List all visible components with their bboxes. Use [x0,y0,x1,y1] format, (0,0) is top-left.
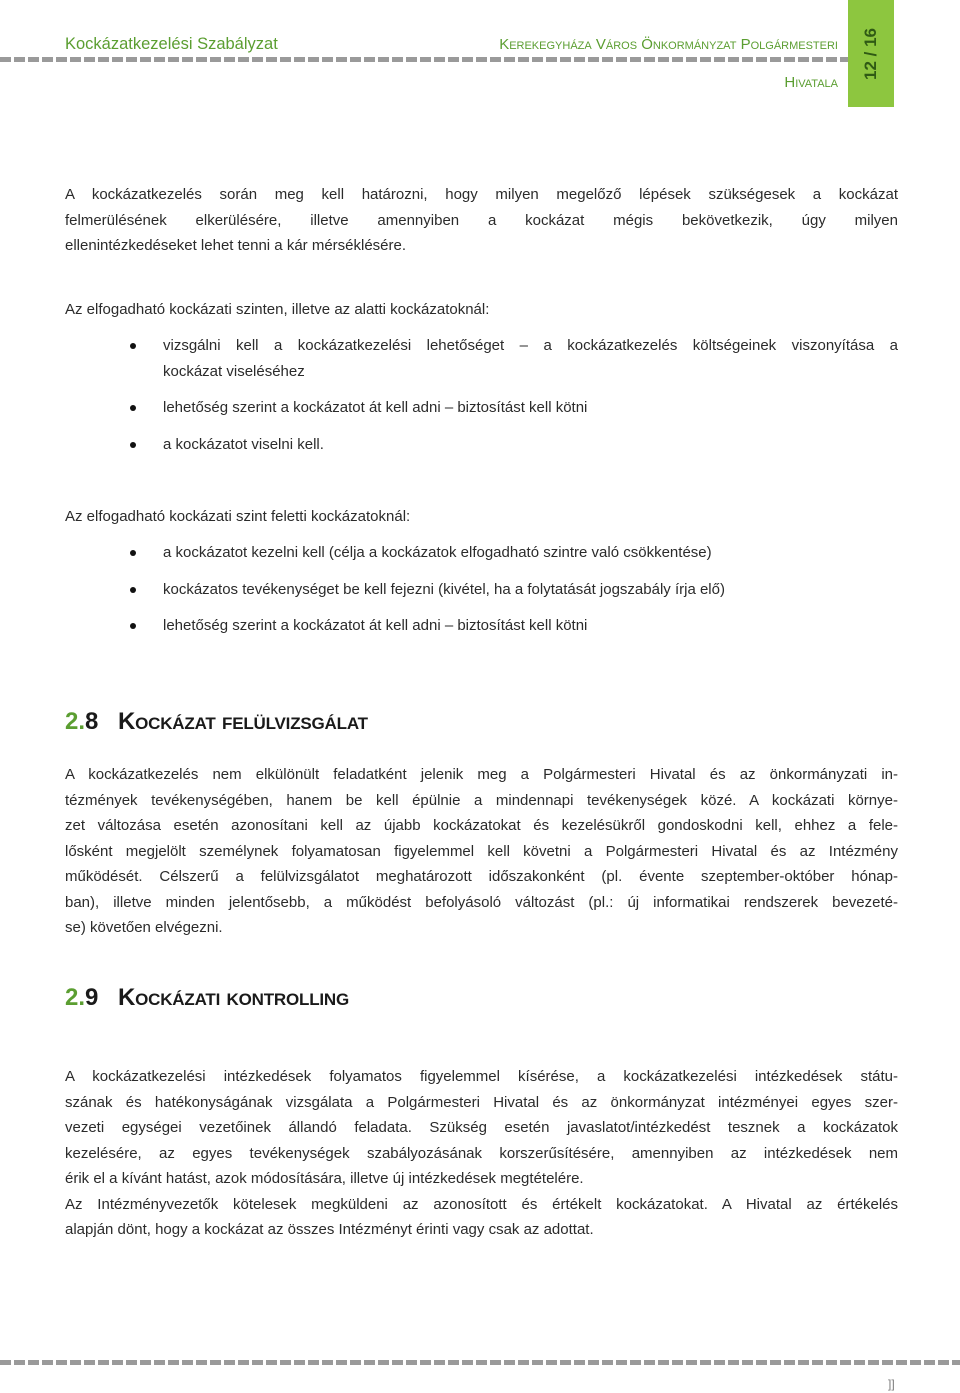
list-item [65,395,898,421]
header-divider [0,57,848,62]
list-item [65,613,898,639]
list-item-line: lehetőség szerint a kockázatot át kell adni – biztosítást kell kötni [163,617,588,634]
paragraph-line: lősként megjelölt személynek folyamatosan figyelemmel kell követni a Polgármesteri Hivatal és az Intézmény [65,842,898,860]
list-item-line: a kockázatot viselni kell. [163,435,324,453]
list-item-line: kockázatos tevékenységet be kell fejezni (kivétel, ha a folytatását jogszabály írja elő) [163,580,725,598]
list-item-line: a kockázatot kezelni kell (célja a kockázatok elfogadható szintre való csökkentése) [163,544,712,561]
paragraph-line: A kockázatkezelés során meg kell határozni, hogy milyen megelőző lépések szükségesek a kockázat [65,186,898,203]
footer-page-mark: ]] [888,1377,895,1391]
paragraph-line: Az elfogadható kockázati szinten, illetve az alatti kockázatoknál: [65,301,490,318]
document-title: Kockázatkezelési Szabályzat [65,35,278,53]
section-number-minor: 9 [85,984,99,1011]
paragraph-line: ellenintézkedéseket lehet tenni a kár mérséklésére. [65,237,407,254]
paragraph-line: A kockázatkezelés nem elkülönült feladatként jelenik meg a Polgármesteri Hivatal és az önkormányzati in- [65,766,898,783]
below-threshold-lead [65,297,898,323]
above-threshold-lead [65,504,898,530]
paragraph-line: Az elfogadható kockázati szint feletti kockázatoknál: [65,508,411,525]
list-item [65,577,898,603]
list-item [65,432,898,458]
list-item-line: vizsgálni kell a kockázatkezelési lehetőséget – a kockázatkezelés költségeinek viszonyítása a [163,337,898,354]
section-2-9-paragraph [65,1064,898,1243]
bullet-icon [130,550,136,556]
paragraph-line: kezelésére, az egyes tevékenységek szabályozásának korszerűsítésére, amennyiben az intézkedések nem [65,1144,898,1162]
paragraph-line: se) követően elvégezni. [65,919,223,936]
bullet-icon [130,343,136,349]
paragraph-line: működését. Célszerű a felülvizsgálatot meghatározott időszakonként (pl. évente szeptember-október hónap- [65,868,898,885]
paragraph-line: Az Intézményvezetők kötelesek megküldeni az azonosított és értékelt kockázatokat. A Hivatal az értékelés [65,1195,898,1213]
bullet-icon [130,442,136,448]
bullet-icon [130,623,136,629]
page-number-tab [848,0,894,107]
section-number-major: 2. [65,708,86,735]
section-number-minor: 8 [85,708,99,735]
paragraph-line: felmerülésének elkerülésére, illetve amennyiben a kockázat mégis bekövetkezik, úgy milyen [65,211,898,229]
bullet-icon [130,405,136,411]
list-item [65,333,898,384]
section-number [65,983,118,1013]
paragraph-line: vezeti egységei vezetőinek állandó feladata. Szükség esetén javaslatot/intézkedést tesznek a kockázatok [65,1119,898,1136]
above-threshold-list [65,540,898,650]
paragraph-line: ban), illetve minden jelentősebb, a működést befolyásoló változást (pl.: új informatikai rendszerek bevezeté- [65,893,898,911]
paragraph-line: alapján dönt, hogy a kockázat az összes Intézményt érinti vagy csak az adottat. [65,1221,594,1238]
section-title: Kockázati kontrolling [118,984,350,1011]
intro-paragraph [65,182,898,259]
list-item [65,540,898,566]
section-2-8-paragraph [65,762,898,941]
paragraph-line: tézmények tevékenységében, hanem be kell épülnie a mindennapi tevékenységek közé. A kockázati környe- [65,791,898,809]
paragraph-line: A kockázatkezelési intézkedések folyamatos figyelemmel kísérése, a kockázatkezelési intézkedések státu- [65,1068,898,1085]
below-threshold-list [65,333,898,468]
list-item-line: lehetőség szerint a kockázatot át kell adni – biztosítást kell kötni [163,399,588,416]
footer-divider [0,1360,960,1365]
bullet-icon [130,587,136,593]
organization-name-line-2: Hivatala [784,74,838,91]
section-heading-2-8 [65,707,368,737]
section-number-major: 2. [65,984,86,1011]
paragraph-line: szának és hatékonyságának vizsgálata a Polgármesteri Hivatal és az önkormányzat intézményei egyes szer- [65,1093,898,1111]
section-heading-2-9 [65,983,349,1013]
page-number: 12 / 16 [861,27,880,80]
section-title: Kockázat felülvizsgálat [118,708,368,735]
section-number [65,707,118,737]
organization-name-line-1: Kerekegyháza Város Önkormányzat Polgármesteri [499,36,838,53]
list-item-line: kockázat viseléséhez [163,362,305,380]
paragraph-line: érik el a kívánt hatást, azok módosítására, illetve új intézkedések megtételére. [65,1170,584,1187]
paragraph-line: zet változása esetén azonosítani kell az újabb kockázatokat és kezelésükről gondoskodni kell, ehhez a fele- [65,817,898,834]
